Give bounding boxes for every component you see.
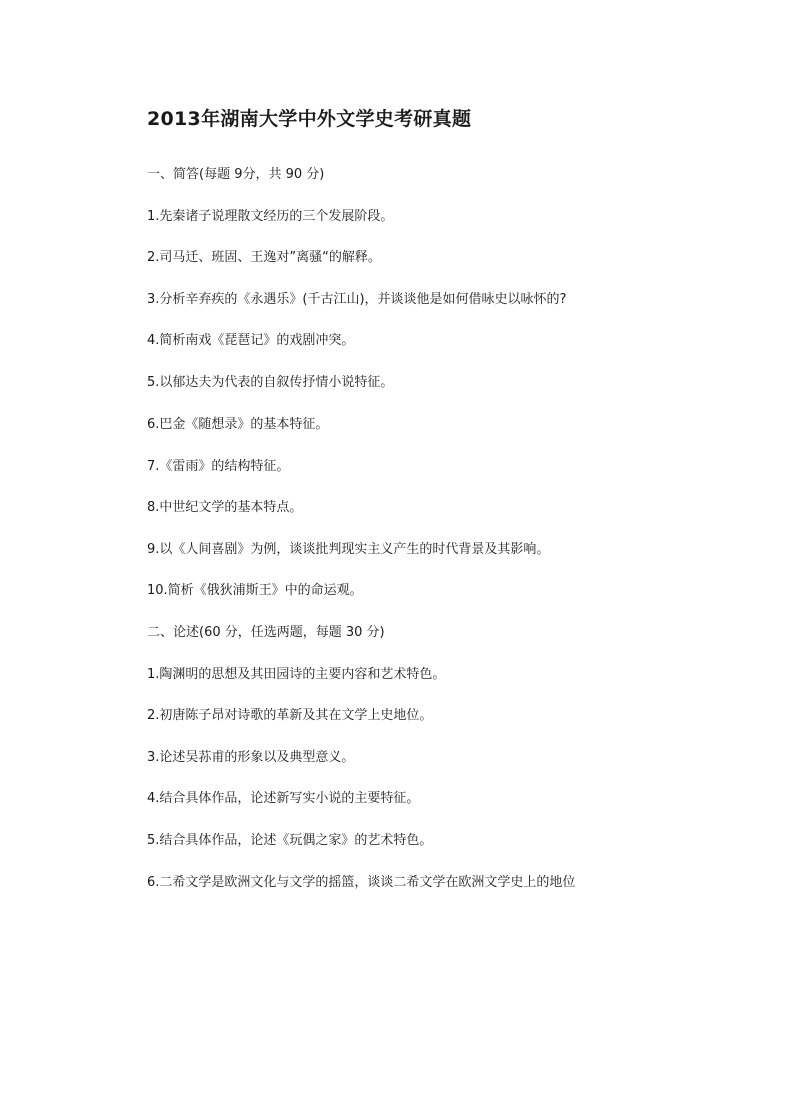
question-item: 2.初唐陈子昂对诗歌的革新及其在文学上史地位。 (147, 708, 433, 723)
question-item: 6.二希文学是欧洲文化与文学的摇篮，谈谈二希文学在欧洲文学史上的地位 (147, 875, 576, 890)
question-item: 5.结合具体作品，论述《玩偶之家》的艺术特色。 (147, 833, 433, 848)
question-item: 3.分析辛弃疾的《永遇乐》(千古江山)，并谈谈他是如何借咏史以咏怀的? (147, 292, 567, 307)
section-heading-essay: 二、论述(60 分，任选两题，每题 30 分) (147, 625, 385, 640)
question-item: 4.结合具体作品，论述新写实小说的主要特征。 (147, 791, 420, 806)
question-item: 2.司马迁、班固、王逸对”离骚“的解释。 (147, 250, 381, 265)
question-item: 6.巴金《随想录》的基本特征。 (147, 417, 329, 432)
question-item: 8.中世纪文学的基本特点。 (147, 500, 303, 515)
question-item: 9.以《人间喜剧》为例，谈谈批判现实主义产生的时代背景及其影响。 (147, 542, 550, 557)
document-title: 2013年湖南大学中外文学史考研真题 (147, 108, 472, 130)
question-item: 1.陶渊明的思想及其田园诗的主要内容和艺术特色。 (147, 667, 446, 682)
question-item: 3.论述吴荪甫的形象以及典型意义。 (147, 750, 355, 765)
question-item: 7.《雷雨》的结构特征。 (147, 459, 290, 474)
question-item: 4.简析南戏《琵琶记》的戏剧冲突。 (147, 333, 355, 348)
question-item: 5.以郁达夫为代表的自叙传抒情小说特征。 (147, 375, 394, 390)
question-item: 10.简析《俄狄浦斯王》中的命运观。 (147, 583, 363, 598)
question-item: 1.先秦诸子说理散文经历的三个发展阶段。 (147, 209, 394, 224)
section-heading-short-answer: 一、简答(每题 9分，共 90 分) (147, 167, 325, 182)
